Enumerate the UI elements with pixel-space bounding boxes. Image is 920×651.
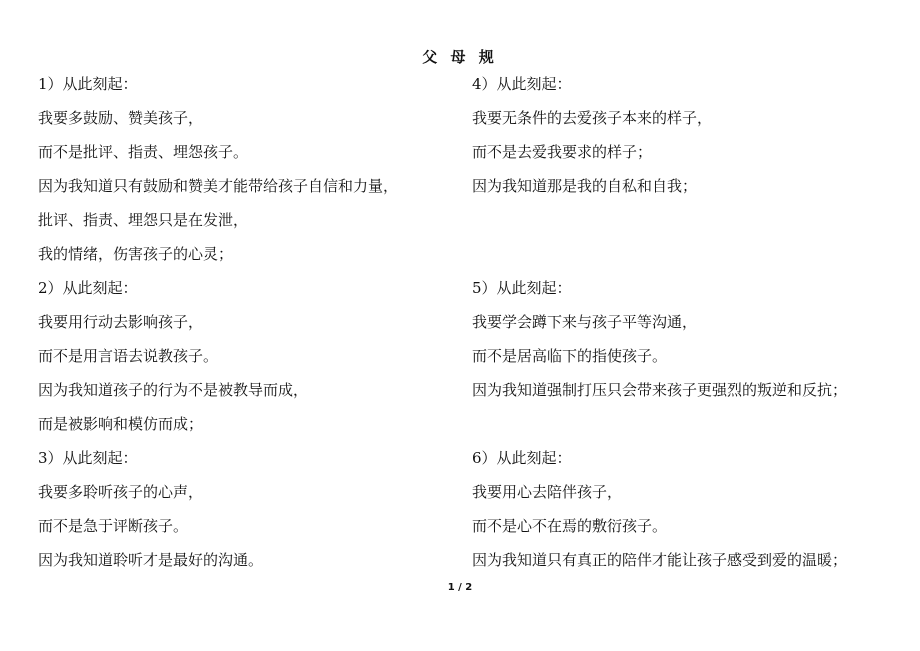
section-1 — [38, 72, 458, 276]
right-column — [472, 72, 902, 582]
text-line: 我要多鼓励、赞美孩子， — [38, 109, 204, 127]
text-line: 我要无条件的去爱孩子本来的样子， — [472, 109, 713, 127]
blank-line — [472, 208, 902, 242]
section-5 — [472, 276, 902, 446]
document-title: 父 母 规 — [422, 48, 498, 66]
text-line: 因为我知道孩子的行为不是被教导而成， — [38, 381, 309, 399]
text-line: 我要用行动去影响孩子， — [38, 313, 204, 331]
section-heading: 6）从此刻起： — [472, 449, 572, 467]
section-heading: 3）从此刻起： — [38, 449, 138, 467]
text-line: 因为我知道只有鼓励和赞美才能带给孩子自信和力量， — [38, 177, 399, 195]
left-column — [38, 72, 458, 582]
text-line: 批评、指责、埋怨只是在发泄， — [38, 211, 249, 229]
section-heading: 5）从此刻起： — [472, 279, 572, 297]
text-line: 而是被影响和模仿而成； — [38, 415, 204, 433]
text-line: 而不是急于评断孩子。 — [38, 517, 189, 535]
text-line: 而不是批评、指责、埋怨孩子。 — [38, 143, 249, 161]
text-line: 因为我知道只有真正的陪伴才能让孩子感受到爱的温暖； — [472, 551, 848, 569]
section-3 — [38, 446, 458, 582]
text-line: 而不是居高临下的指使孩子。 — [472, 347, 668, 365]
blank-line — [472, 412, 902, 446]
section-heading: 4）从此刻起： — [472, 75, 572, 93]
text-line: 因为我知道强制打压只会带来孩子更强烈的叛逆和反抗； — [472, 381, 848, 399]
section-heading: 1）从此刻起： — [38, 75, 138, 93]
text-line: 我要多聆听孩子的心声， — [38, 483, 204, 501]
section-2 — [38, 276, 458, 446]
text-line: 因为我知道那是我的自私和自我； — [472, 177, 698, 195]
page-number: 1 / 2 — [447, 582, 473, 593]
section-heading: 2）从此刻起： — [38, 279, 138, 297]
blank-line — [472, 242, 902, 276]
section-6 — [472, 446, 902, 582]
text-line: 我要学会蹲下来与孩子平等沟通， — [472, 313, 698, 331]
text-line: 而不是用言语去说教孩子。 — [38, 347, 219, 365]
section-4 — [472, 72, 902, 276]
text-line: 因为我知道聆听才是最好的沟通。 — [38, 551, 264, 569]
text-line: 我的情绪，伤害孩子的心灵； — [38, 245, 234, 263]
text-line: 而不是心不在焉的敷衍孩子。 — [472, 517, 668, 535]
text-line: 我要用心去陪伴孩子， — [472, 483, 623, 501]
text-line: 而不是去爱我要求的样子； — [472, 143, 653, 161]
